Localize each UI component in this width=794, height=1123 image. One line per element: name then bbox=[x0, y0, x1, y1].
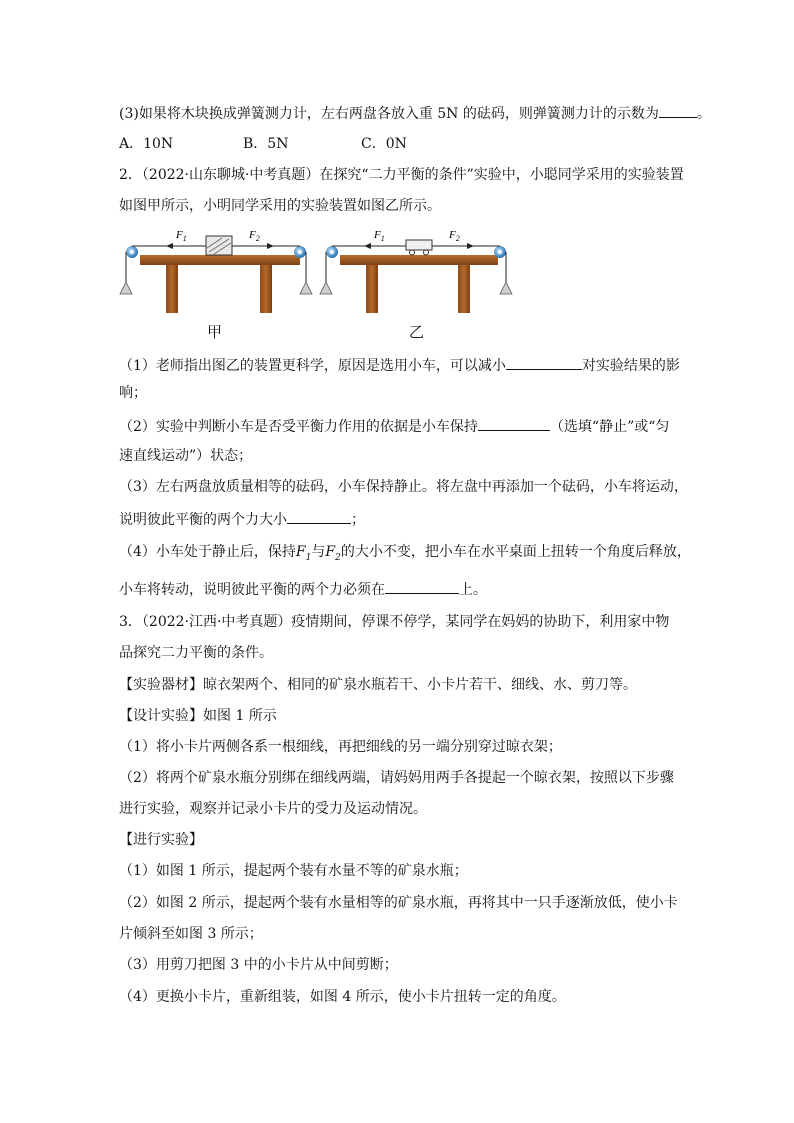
q3-header-line1: 3．（2022·江西·中考真题）疫情期间，停课不停学，某同学在妈妈的协助下，利用家中物 bbox=[119, 614, 670, 630]
q2-part3-suffix: ； bbox=[351, 512, 365, 528]
q2-header-line2: 如图甲所示，小明同学采用的实验装置如图乙所示。 bbox=[119, 198, 441, 214]
q2-part4-text: 小车将转动，说明彼此平衡的两个力必须在 bbox=[119, 582, 385, 598]
label-f1-jia: $F_1$ bbox=[176, 229, 187, 243]
q3-conduct-step4: （4）更换小卡片，重新组装，如图 4 所示，使小卡片扭转一定的角度。 bbox=[119, 989, 566, 1005]
weight-pan-right-yi-icon bbox=[500, 282, 512, 294]
arrow-f1-jia-icon bbox=[166, 243, 173, 249]
q2-part4-text-b: 与 bbox=[311, 544, 326, 560]
q2-part4-line2 bbox=[119, 579, 487, 600]
q3-conduct-step1: （1）如图 1 所示，提起两个装有水量不等的矿泉水瓶； bbox=[119, 863, 468, 879]
q2-part4-suffix: 上。 bbox=[459, 582, 487, 598]
symbol-f1: $F_1$ bbox=[295, 544, 312, 563]
q1-part3-text: (3)如果将木块换成弹簧测力计，左右两盘各放入重 5N 的砝码，则弹簧测力计的示数为 bbox=[119, 106, 659, 122]
label-f2-yi: $F_2$ bbox=[449, 229, 460, 243]
q1-part3-suffix: 。 bbox=[696, 106, 711, 122]
q1-options bbox=[119, 134, 407, 154]
table-top-yi bbox=[340, 255, 498, 265]
pulley-hub-icon bbox=[330, 250, 334, 254]
q2-part2-suffix: （选填“静止”或“匀 bbox=[549, 419, 670, 435]
q2-part1-text: （1）老师指出图乙的装置更科学，原因是选用小车，可以减小 bbox=[119, 358, 506, 374]
q2-part1-line2: 响； bbox=[119, 385, 147, 401]
table-leg-right-yi bbox=[458, 265, 470, 313]
q3-conduct-heading: 【进行实验】 bbox=[119, 832, 203, 848]
figure-label-jia: 甲 bbox=[207, 323, 223, 341]
q3-conduct-step2-line2: 片倾斜至如图 3 所示； bbox=[119, 926, 263, 942]
apparatus-jia bbox=[120, 229, 312, 313]
q3-header-line2: 品探究二力平衡的条件。 bbox=[119, 645, 273, 661]
q2-part1-line1 bbox=[119, 355, 680, 376]
symbol-f2: $F_2$ bbox=[325, 544, 341, 563]
q2-part2-line2: 速直线运动”）状态； bbox=[119, 448, 253, 464]
q2-part3-text: 说明彼此平衡的两个力大小 bbox=[119, 512, 287, 528]
cart-body-yi bbox=[406, 240, 432, 250]
weight-pan-right-jia-icon bbox=[300, 282, 312, 294]
q3-materials: 【实验器材】晾衣架两个、相同的矿泉水瓶若干、小卡片若干、细线、水、剪刀等。 bbox=[119, 677, 637, 693]
q1-part3 bbox=[119, 103, 711, 124]
q3-design-step2-line1: （2）将两个矿泉水瓶分别绑在细线两端，请妈妈用两手各提起一个晾衣架，按照以下步骤 bbox=[119, 770, 674, 786]
q3-conduct-step3: （3）用剪刀把图 3 中的小卡片从中间剪断； bbox=[119, 957, 398, 973]
q2-part4-text-c: 的大小不变，把小车在水平桌面上扭转一个角度后释放， bbox=[340, 544, 691, 560]
label-f2-jia: $F_2$ bbox=[249, 229, 260, 243]
q2-figure bbox=[114, 224, 524, 320]
pulley-hub-icon bbox=[498, 250, 502, 254]
q3-design-step2-line2: 进行实验，观察并记录小卡片的受力及运动情况。 bbox=[119, 801, 427, 817]
arrow-f2-jia-icon bbox=[267, 243, 274, 249]
table-top-jia bbox=[140, 255, 300, 265]
weight-pan-left-yi-icon bbox=[320, 282, 332, 294]
q2-part1-blank[interactable] bbox=[506, 355, 582, 370]
q1-part3-blank[interactable] bbox=[659, 103, 697, 118]
q3-design-heading: 【设计实验】如图 1 所示 bbox=[119, 708, 277, 724]
arrow-f1-yi-icon bbox=[364, 243, 371, 249]
q2-part4-blank[interactable] bbox=[385, 579, 459, 594]
q2-part2-line1 bbox=[119, 416, 669, 437]
cart-wheel-icon bbox=[424, 250, 429, 255]
q2-part2-text: （2）实验中判断小车是否受平衡力作用的依据是小车保持 bbox=[119, 419, 478, 435]
q2-part4-text-a: （4）小车处于静止后，保持 bbox=[119, 544, 296, 560]
q2-part3-blank[interactable] bbox=[287, 509, 351, 524]
q1-option-a[interactable]: A．10N bbox=[119, 136, 174, 152]
weight-pan-left-jia-icon bbox=[120, 282, 132, 294]
table-leg-right-jia bbox=[260, 265, 272, 313]
q2-part1-suffix: 对实验结果的影 bbox=[581, 358, 680, 374]
q2-part4-line1 bbox=[119, 542, 691, 568]
q2-part3-line1: （3）左右两盘放质量相等的砝码，小车保持静止。将左盘中再添加一个砝码，小车将运动， bbox=[119, 479, 688, 495]
table-leg-left-jia bbox=[166, 265, 178, 313]
q2-part2-blank[interactable] bbox=[478, 416, 550, 431]
pulley-hub-icon bbox=[298, 250, 302, 254]
q2-header-line1: 2．（2022·山东聊城·中考真题）在探究“二力平衡的条件”实验中，小聪同学采用的实验装置 bbox=[119, 167, 684, 183]
label-f1-yi: $F_1$ bbox=[374, 229, 385, 243]
q3-conduct-step2-line1: （2）如图 2 所示，提起两个装有水量相等的矿泉水瓶，再将其中一只手逐渐放低，使小卡 bbox=[119, 895, 678, 911]
cart-wheel-icon bbox=[410, 250, 415, 255]
table-leg-left-yi bbox=[366, 265, 378, 313]
apparatus-yi bbox=[320, 229, 512, 313]
q1-option-b[interactable]: B．5N bbox=[243, 136, 289, 152]
q3-design-step1: （1）将小卡片两侧各系一根细线，再把细线的另一端分别穿过晾衣架； bbox=[119, 739, 562, 755]
arrow-f2-yi-icon bbox=[467, 243, 474, 249]
q2-part3-line2 bbox=[119, 509, 365, 530]
figure-label-yi: 乙 bbox=[409, 323, 425, 341]
q1-option-c[interactable]: C．0N bbox=[361, 136, 407, 152]
pulley-hub-icon bbox=[130, 250, 134, 254]
